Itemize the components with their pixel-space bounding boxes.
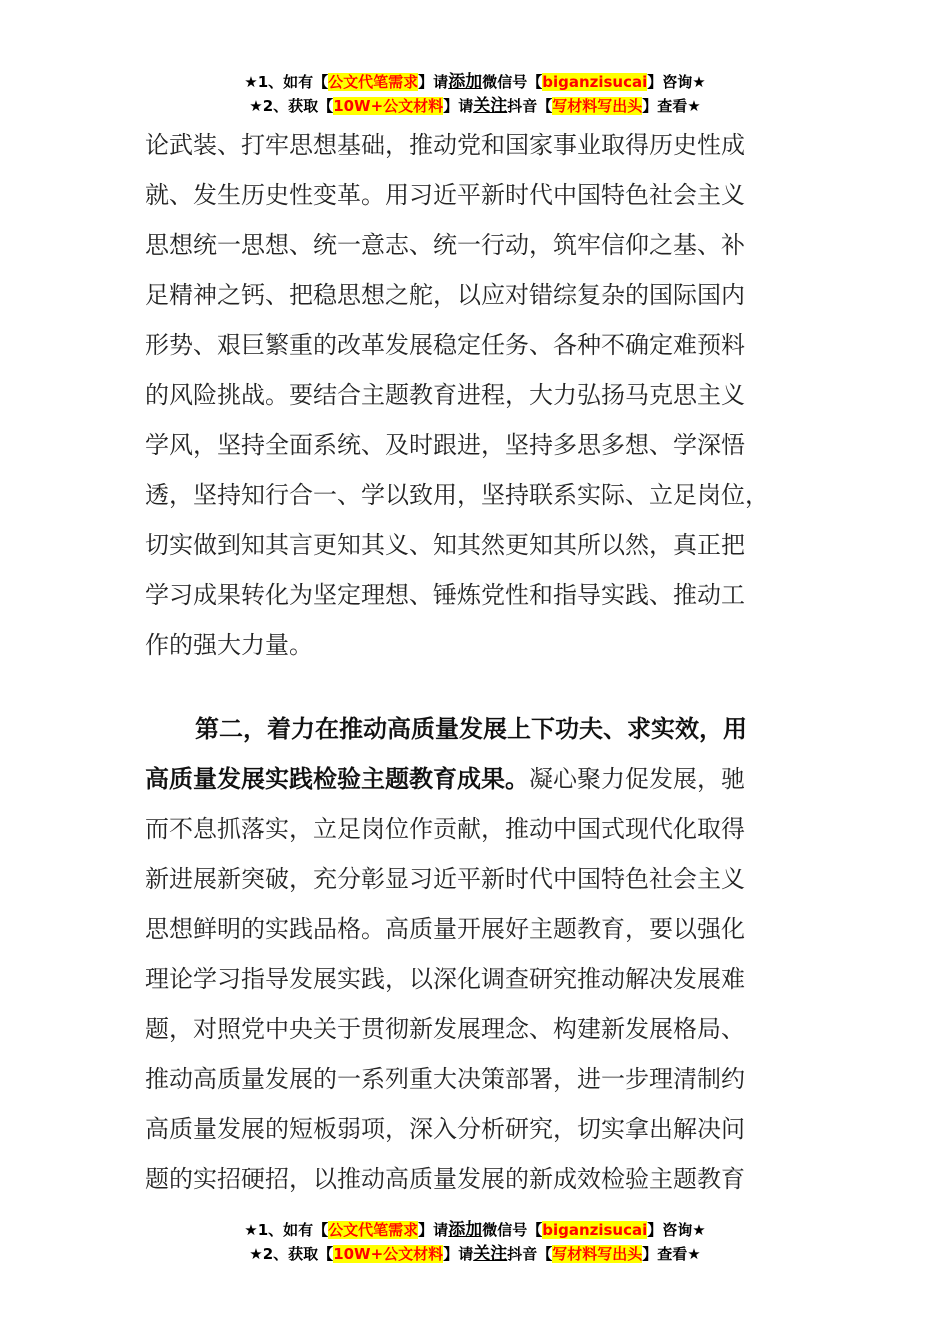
promo-douyin-id: 写材料写出头: [552, 97, 643, 115]
promo-douyin-id: 写材料写出头: [552, 1245, 643, 1263]
text-line: 新进展新突破，充分彰显习近平新时代中国特色社会主义: [145, 865, 745, 893]
paragraph-2: [145, 704, 805, 1204]
paragraph-1: [145, 120, 805, 670]
promo-underlined: 关注: [473, 1244, 508, 1264]
text-line: 就、发生历史性变革。用习近平新时代中国特色社会主义: [145, 181, 745, 209]
text-line: 的风险挑战。要结合主题教育进程，大力弘扬马克思主义: [145, 381, 745, 409]
promo-line-2: ★2、获取【10W+公文材料】请关注抖音【写材料写出头】查看★: [249, 1244, 701, 1264]
promo-highlight: 公文代笔需求: [328, 73, 419, 91]
text-line: 思想统一思想、统一意志、统一行动，筑牢信仰之基、补: [145, 231, 745, 259]
text-line: 高质量发展的短板弱项，深入分析研究，切实拿出解决问: [145, 1115, 745, 1143]
promo-underlined: 添加: [448, 1220, 483, 1240]
promo-line-1: ★1、如有【公文代笔需求】请添加微信号【biganzisucai】咨询★: [244, 72, 706, 92]
text-line: 题，对照党中央关于贯彻新发展理念、构建新发展格局、: [145, 1015, 745, 1043]
text-line: 思想鲜明的实践品格。高质量开展好主题教育，要以强化: [145, 915, 745, 943]
promo-underlined: 添加: [448, 72, 483, 92]
text-line: 理论学习指导发展实践，以深化调查研究推动解决发展难: [145, 965, 745, 993]
text-line: 透，坚持知行合一、学以致用，坚持联系实际、立足岗位，: [145, 481, 769, 509]
promo-line-1: ★1、如有【公文代笔需求】请添加微信号【biganzisucai】咨询★: [244, 1220, 706, 1240]
promo-line-2: ★2、获取【10W+公文材料】请关注抖音【写材料写出头】查看★: [249, 96, 701, 116]
promo-wechat-id: biganzisucai: [542, 1221, 648, 1239]
promo-underlined: 关注: [473, 96, 508, 116]
text-line: 学风，坚持全面系统、及时跟进，坚持多思多想、学深悟: [145, 431, 745, 459]
text-line: 推动高质量发展的一系列重大决策部署，进一步理清制约: [145, 1065, 745, 1093]
text-line: 学习成果转化为坚定理想、锤炼党性和指导实践、推动工: [145, 581, 745, 609]
text-line: 作的强大力量。: [145, 631, 313, 659]
text-line: 足精神之钙、把稳思想之舵，以应对错综复杂的国际国内: [145, 281, 745, 309]
text-line: 论武装、打牢思想基础，推动党和国家事业取得历史性成: [145, 131, 745, 159]
promo-banner-bottom: [0, 1218, 950, 1266]
text-line: 而不息抓落实，立足岗位作贡献，推动中国式现代化取得: [145, 815, 745, 843]
promo-wechat-id: biganzisucai: [542, 73, 648, 91]
promo-highlight: 公文代笔需求: [328, 1221, 419, 1239]
text-line: 题的实招硬招，以推动高质量发展的新成效检验主题教育: [145, 1165, 745, 1193]
promo-highlight: 10W+公文材料: [333, 97, 444, 115]
paragraph-heading-end: 高质量发展实践检验主题教育成果。: [145, 765, 529, 793]
promo-banner-top: [0, 70, 950, 118]
text-line: 高质量发展实践检验主题教育成果。凝心聚力促发展，驰: [145, 765, 745, 793]
promo-highlight: 10W+公文材料: [333, 1245, 444, 1263]
text-line: 切实做到知其言更知其义、知其然更知其所以然，真正把: [145, 531, 745, 559]
text-line: 形势、艰巨繁重的改革发展稳定任务、各种不确定难预料: [145, 331, 745, 359]
paragraph-heading: 第二，着力在推动高质量发展上下功夫、求实效，用: [195, 715, 747, 743]
